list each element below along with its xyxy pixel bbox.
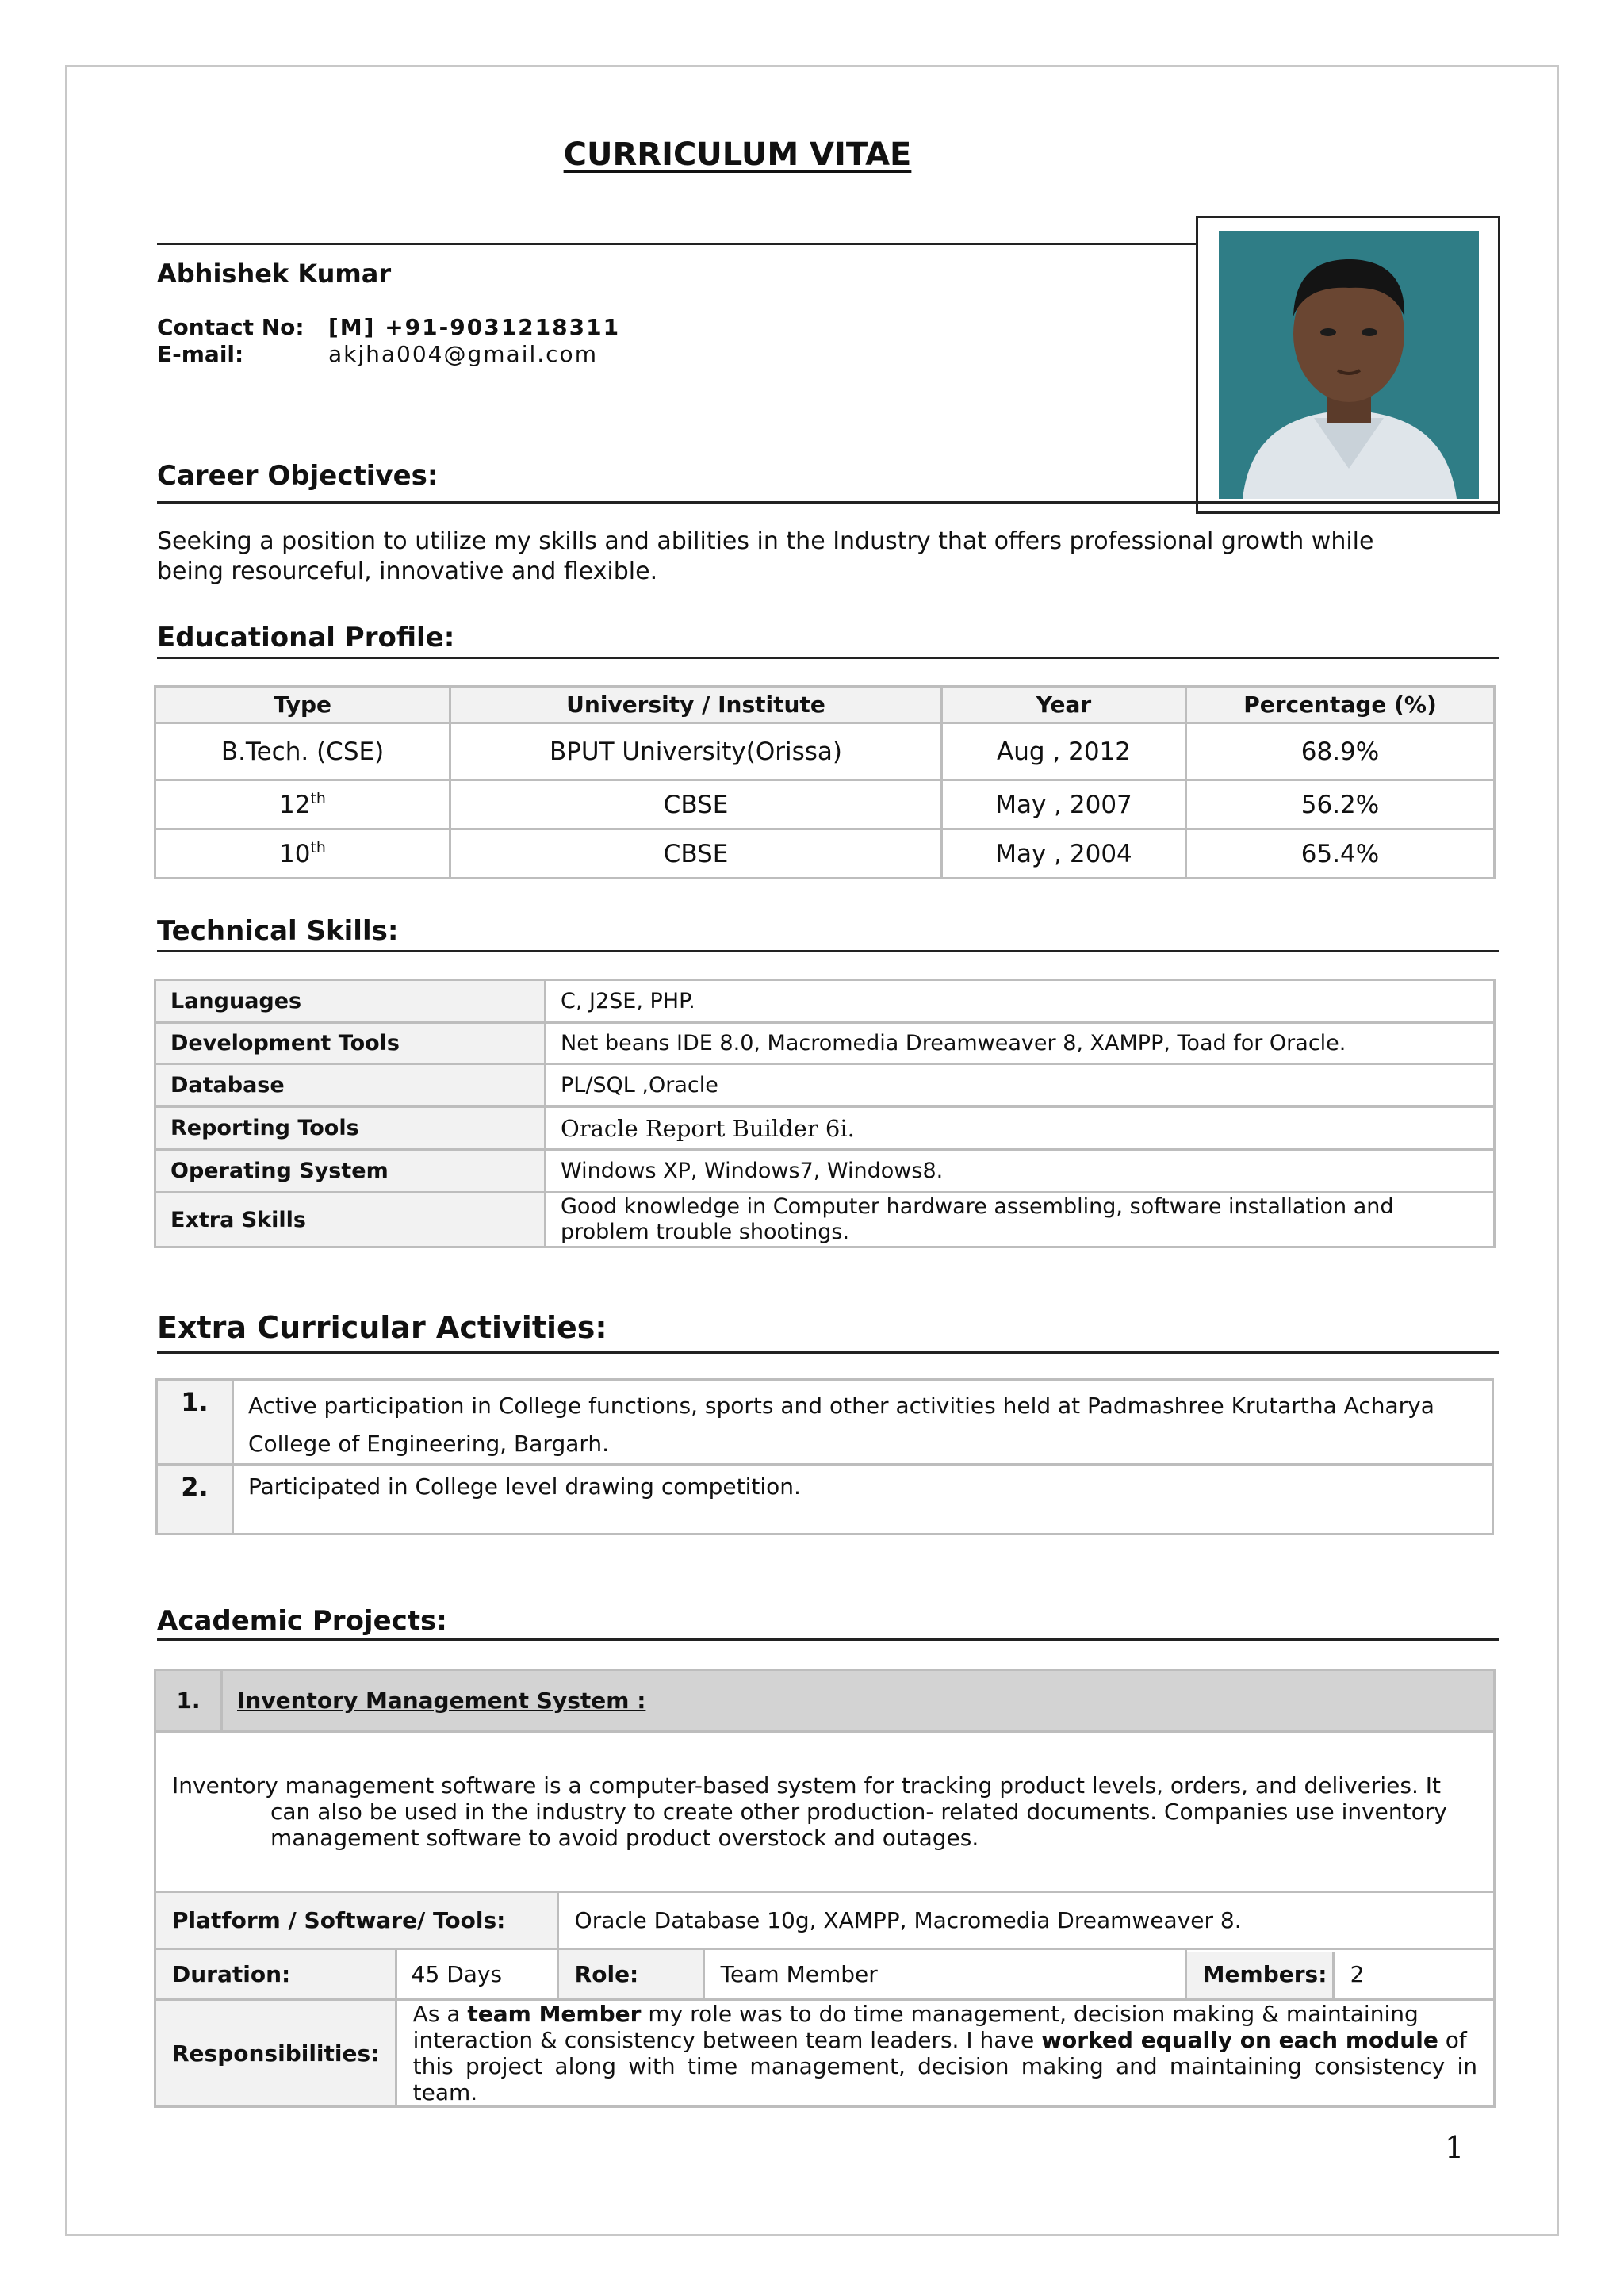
extracurricular-heading: Extra Curricular Activities: [157, 1310, 607, 1345]
email-value: akjha004@gmail.com [328, 341, 598, 367]
activity-text-line: Active participation in College functions, sports and other activities held at Padmashree Krutartha Acharya [248, 1393, 1434, 1419]
skill-value: C, J2SE, PHP. [546, 980, 1495, 1023]
table-row [155, 829, 1495, 879]
role-label: Role: [557, 1949, 703, 2000]
project-header-row [155, 1670, 1495, 1732]
skill-label: Development Tools [155, 1023, 546, 1064]
document-title: CURRICULUM VITAE [563, 136, 912, 173]
extracurricular-table [155, 1378, 1494, 1535]
responsibilities-label: Responsibilities: [155, 2000, 396, 2107]
education-col-institute: University / Institute [450, 687, 942, 723]
education-percentage: 56.2% [1186, 780, 1495, 829]
project-description-line: Inventory management software is a computer-based system for tracking product levels, orders, and deliveries. It [172, 1772, 1442, 1799]
responsibilities-text [396, 2000, 1494, 2107]
resp-bold: team Member [467, 2001, 642, 2027]
table-row [155, 1107, 1495, 1150]
education-col-year: Year [942, 687, 1186, 723]
project-description-line: can also be used in the industry to create other production- related documents. Companies use inventory [270, 1799, 1447, 1825]
responsibilities-line [413, 2001, 1477, 2027]
project-platform-row [155, 1892, 1495, 1949]
activity-number: 2. [157, 1465, 233, 1534]
table-row [155, 980, 1495, 1023]
education-percentage: 68.9% [1186, 723, 1495, 780]
table-row [155, 1193, 1495, 1247]
project-title: Inventory Management System : [222, 1670, 1495, 1732]
responsibilities-line: this project along with time management, decision making and maintaining consistency in team. [412, 2053, 1477, 2105]
contact-value: [M] +91-9031218311 [328, 314, 621, 340]
skill-value: Oracle Report Builder 6i. [546, 1107, 1495, 1150]
project-number: 1. [155, 1670, 222, 1732]
career-text-line1: Seeking a position to utilize my skills and abilities in the Industry that offers professional growth while [157, 527, 1374, 555]
career-heading: Career Objectives: [157, 460, 439, 492]
education-rule [157, 657, 1499, 659]
page-number: 1 [1445, 2130, 1465, 2165]
project-table [154, 1669, 1496, 2108]
contact-label: Contact No: [157, 314, 304, 340]
education-table [154, 685, 1496, 879]
resp-bold: worked equally on each module [1041, 2027, 1438, 2053]
activity-text: Participated in College level drawing competition. [233, 1465, 1493, 1534]
project-meta-row [155, 1949, 1495, 2000]
education-type-suffix: th [310, 839, 326, 856]
education-year: May , 2004 [942, 829, 1186, 879]
skill-value: Net beans IDE 8.0, Macromedia Dreamweaver 8, XAMPP, Toad for Oracle. [546, 1023, 1495, 1064]
email-label: E-mail: [157, 341, 244, 367]
activity-text [233, 1380, 1493, 1465]
skills-rule [157, 950, 1499, 952]
skill-label: Languages [155, 980, 546, 1023]
education-institute: CBSE [450, 829, 942, 879]
project-description [155, 1732, 1495, 1892]
project-responsibilities-row [155, 2000, 1495, 2107]
education-type-suffix: th [310, 790, 326, 807]
table-row [155, 1064, 1495, 1107]
skill-value: PL/SQL ,Oracle [546, 1064, 1495, 1107]
skill-label: Extra Skills [155, 1193, 546, 1247]
education-type [155, 780, 450, 829]
platform-value: Oracle Database 10g, XAMPP, Macromedia Dreamweaver 8. [557, 1892, 1494, 1949]
table-row [155, 723, 1495, 780]
table-row [155, 1150, 1495, 1193]
resp-text: As a [412, 2001, 468, 2027]
projects-heading: Academic Projects: [157, 1605, 447, 1637]
education-year: Aug , 2012 [942, 723, 1186, 780]
members-label: Members: [1187, 1952, 1335, 1998]
skill-label: Reporting Tools [155, 1107, 546, 1150]
skill-value [546, 1193, 1495, 1247]
activity-text-line: College of Engineering, Bargarh. [248, 1431, 610, 1457]
profile-photo-frame [1196, 216, 1500, 514]
activity-number: 1. [157, 1380, 233, 1465]
project-description-row [155, 1732, 1495, 1892]
skill-value-line: problem trouble shootings. [561, 1220, 850, 1244]
skill-label: Database [155, 1064, 546, 1107]
table-row [155, 1023, 1495, 1064]
education-type: B.Tech. (CSE) [155, 723, 450, 780]
resp-text: of [1438, 2027, 1467, 2053]
education-col-percentage: Percentage (%) [1186, 687, 1495, 723]
education-type-number: 10 [279, 840, 311, 868]
career-text-line2: being resourceful, innovative and flexible. [157, 557, 658, 585]
members-value: 2 [1350, 1961, 1365, 1987]
education-type-number: 12 [279, 791, 311, 819]
education-heading: Educational Profile: [157, 622, 455, 653]
resp-text: my role was to do time management, decision making & maintaining [641, 2001, 1419, 2027]
skill-value-line: Good knowledge in Computer hardware assembling, software installation and [561, 1194, 1394, 1219]
duration-value: 45 Days [396, 1949, 557, 2000]
skills-heading: Technical Skills: [157, 915, 399, 947]
candidate-name: Abhishek Kumar [157, 259, 392, 289]
members-cell [1185, 1949, 1494, 2000]
projects-rule [157, 1638, 1499, 1641]
career-rule [157, 501, 1499, 504]
platform-label: Platform / Software/ Tools: [155, 1892, 558, 1949]
education-percentage: 65.4% [1186, 829, 1495, 879]
role-value: Team Member [703, 1949, 1185, 2000]
list-item [157, 1465, 1493, 1534]
skill-value: Windows XP, Windows7, Windows8. [546, 1150, 1495, 1193]
education-type [155, 829, 450, 879]
extracurricular-rule [157, 1351, 1499, 1354]
table-row [155, 780, 1495, 829]
responsibilities-line [413, 2027, 1477, 2053]
project-description-line: management software to avoid product overstock and outages. [270, 1825, 979, 1851]
education-institute: BPUT University(Orissa) [450, 723, 942, 780]
list-item [157, 1380, 1493, 1465]
skills-table [154, 979, 1496, 1248]
education-year: May , 2007 [942, 780, 1186, 829]
resp-text: interaction & consistency between team leaders. I have [412, 2027, 1042, 2053]
education-col-type: Type [155, 687, 450, 723]
education-institute: CBSE [450, 780, 942, 829]
skill-label: Operating System [155, 1150, 546, 1193]
duration-label: Duration: [155, 1949, 396, 2000]
education-header-row [155, 687, 1495, 723]
profile-photo [1219, 231, 1479, 499]
